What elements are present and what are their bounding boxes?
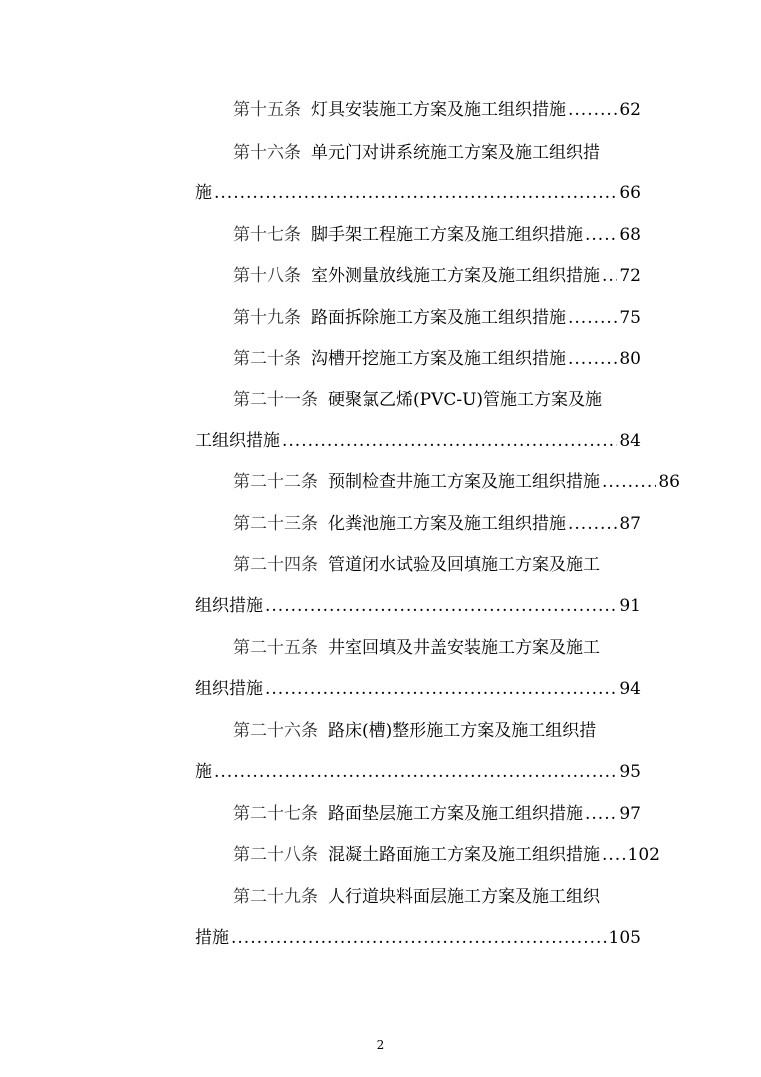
toc-entry-number: 第二十三条	[233, 514, 318, 534]
toc-entry-number: 第十七条	[233, 225, 301, 245]
toc-leader-dots	[568, 509, 617, 539]
toc-entry-title: 预制检查井施工方案及施工组织措施	[328, 472, 600, 492]
toc-entry-number: 第十六条	[233, 143, 301, 163]
toc-leader-dots	[214, 757, 617, 787]
toc-leader-dots	[585, 799, 617, 829]
toc-entry-page: 97	[619, 804, 641, 824]
toc-entry-title: 硬聚氯乙烯(PVC-U)管施工方案及施	[328, 390, 603, 410]
toc-entry[interactable]	[195, 674, 641, 704]
toc-entry-title: 组织措施	[195, 596, 263, 616]
toc-leader-dots	[282, 426, 617, 456]
toc-entry-title: 沟槽开挖施工方案及施工组织措施	[311, 349, 566, 369]
toc-entry-page: 86	[658, 472, 680, 492]
toc-entry-number: 第十八条	[233, 266, 301, 286]
toc-leader-dots	[568, 95, 617, 125]
toc-entry[interactable]	[233, 344, 641, 374]
toc-entry[interactable]	[233, 303, 641, 333]
toc-entry[interactable]	[195, 923, 641, 953]
toc-leader-dots	[265, 591, 617, 621]
toc-entry-page: 68	[619, 225, 641, 245]
toc-entry-title: 路面拆除施工方案及施工组织措施	[311, 308, 566, 328]
toc-entry-title: 井室回填及井盖安装施工方案及施工	[328, 638, 600, 658]
toc-entry[interactable]	[195, 178, 641, 208]
toc-entry[interactable]	[233, 509, 641, 539]
toc-entry-title: 单元门对讲系统施工方案及施工组织措	[311, 143, 600, 163]
toc-entry-page: 91	[619, 596, 641, 616]
toc-entry[interactable]	[233, 716, 721, 746]
toc-entry-title: 混凝土路面施工方案及施工组织措施	[328, 845, 600, 865]
toc-entry-page: 95	[619, 762, 641, 782]
toc-entry-number: 第十五条	[233, 100, 301, 120]
toc-entry-number: 第二十一条	[233, 390, 318, 410]
toc-entry-title: 脚手架工程施工方案及施工组织措施	[311, 225, 583, 245]
toc-entry-number: 第二十六条	[233, 721, 318, 741]
toc-entry-title: 施	[195, 762, 212, 782]
toc-entry-page: 94	[619, 679, 641, 699]
toc-entry-title: 管道闭水试验及回填施工方案及施工	[328, 555, 600, 575]
toc-entry-number: 第二十七条	[233, 804, 318, 824]
toc-entry-page: 84	[619, 431, 641, 451]
toc-entry[interactable]	[233, 550, 721, 580]
toc-leader-dots	[568, 344, 617, 374]
toc-entry-page: 62	[619, 100, 641, 120]
toc-entry-page: 72	[619, 266, 641, 286]
toc-leader-dots	[568, 303, 617, 333]
toc-entry-title: 措施	[195, 928, 229, 948]
toc-entry-number: 第二十条	[233, 349, 301, 369]
toc-leader-dots	[602, 261, 617, 291]
toc-entry-title: 灯具安装施工方案及施工组织措施	[311, 100, 566, 120]
toc-entry[interactable]	[233, 840, 660, 870]
toc-leader-dots	[231, 923, 607, 953]
toc-entry[interactable]	[233, 799, 641, 829]
toc-entry-title: 组织措施	[195, 679, 263, 699]
toc-entry-number: 第二十九条	[233, 887, 318, 907]
toc-entry-page: 66	[619, 183, 641, 203]
toc-entry-page: 80	[619, 349, 641, 369]
toc-entry-page: 75	[619, 308, 641, 328]
toc-entry-title: 路面垫层施工方案及施工组织措施	[328, 804, 583, 824]
toc-entry[interactable]	[195, 591, 641, 621]
toc-entry[interactable]	[233, 882, 721, 912]
toc-entry-number: 第二十二条	[233, 472, 318, 492]
toc-entry-number: 第二十四条	[233, 555, 318, 575]
toc-entry-title: 化粪池施工方案及施工组织措施	[328, 514, 566, 534]
toc-entry-title: 室外测量放线施工方案及施工组织措施	[311, 266, 600, 286]
toc-leader-dots	[602, 467, 656, 497]
toc-entry-title: 路床(槽)整形施工方案及施工组织措	[328, 721, 597, 741]
toc-entry[interactable]	[233, 220, 641, 250]
toc-entry[interactable]	[233, 633, 721, 663]
toc-entry-page: 87	[619, 514, 641, 534]
toc-entry-number: 第二十五条	[233, 638, 318, 658]
toc-leader-dots	[602, 840, 626, 870]
toc-entry[interactable]	[195, 757, 641, 787]
toc-entry-page: 102	[627, 845, 660, 865]
toc-entry-title: 工组织措施	[195, 431, 280, 451]
toc-entry-title: 人行道块料面层施工方案及施工组织	[328, 887, 600, 907]
toc-leader-dots	[585, 220, 617, 250]
toc-entry-number: 第十九条	[233, 308, 301, 328]
toc-entry[interactable]	[233, 261, 641, 291]
toc-leader-dots	[265, 674, 617, 704]
page-number: 2	[376, 1038, 385, 1052]
toc-entry[interactable]	[233, 467, 680, 497]
toc-entry[interactable]	[233, 385, 721, 415]
toc-leader-dots	[214, 178, 617, 208]
toc-entry-number: 第二十八条	[233, 845, 318, 865]
toc-entry[interactable]	[233, 95, 641, 125]
toc-entry-title: 施	[195, 183, 212, 203]
toc-entry[interactable]	[195, 426, 641, 456]
toc-entry-page: 105	[608, 928, 641, 948]
toc-entry[interactable]	[233, 138, 721, 168]
